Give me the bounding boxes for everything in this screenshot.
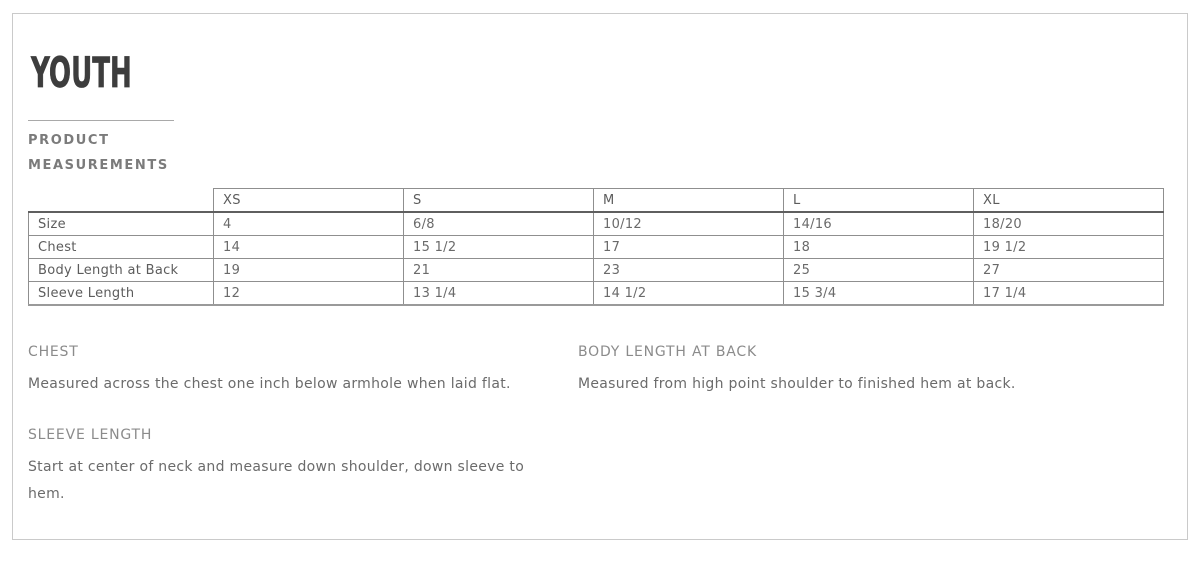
cell-sleeve-l: 15 3/4 xyxy=(784,282,974,306)
row-label-chest: Chest xyxy=(29,236,214,259)
column-header-l: L xyxy=(784,189,974,213)
cell-chest-xl: 19 1/2 xyxy=(974,236,1164,259)
cell-bodylength-l: 25 xyxy=(784,259,974,282)
cell-size-m: 10/12 xyxy=(594,212,784,236)
cell-chest-s: 15 1/2 xyxy=(404,236,594,259)
section-subtitle: PRODUCT MEASUREMENTS xyxy=(28,133,169,173)
definition-body-length xyxy=(578,344,1138,398)
row-label-size: Size xyxy=(29,212,214,236)
measurements-table-header xyxy=(29,189,1164,213)
definition-sleeve-length xyxy=(28,427,540,508)
table-row xyxy=(29,212,1164,236)
cell-chest-m: 17 xyxy=(594,236,784,259)
cell-sleeve-xl: 17 1/4 xyxy=(974,282,1164,306)
column-header-s: S xyxy=(404,189,594,213)
definition-body-length-description: Measured from high point shoulder to finished hem at back. xyxy=(578,376,1016,392)
cell-chest-l: 18 xyxy=(784,236,974,259)
row-label-body-length: Body Length at Back xyxy=(29,259,214,282)
cell-bodylength-s: 21 xyxy=(404,259,594,282)
definition-sleeve-length-term: SLEEVE LENGTH xyxy=(28,427,153,443)
table-row xyxy=(29,282,1164,306)
cell-chest-xs: 14 xyxy=(214,236,404,259)
table-row xyxy=(29,236,1164,259)
row-label-sleeve-length: Sleeve Length xyxy=(29,282,214,306)
page-title: YOUTH xyxy=(31,48,132,97)
cell-size-xs: 4 xyxy=(214,212,404,236)
table-header-row xyxy=(29,189,1164,213)
cell-bodylength-xs: 19 xyxy=(214,259,404,282)
cell-size-s: 6/8 xyxy=(404,212,594,236)
definition-sleeve-length-description: Start at center of neck and measure down shoulder, down sleeve to hem. xyxy=(28,459,525,502)
column-header-xs: XS xyxy=(214,189,404,213)
definition-chest-description: Measured across the chest one inch below armhole when laid flat. xyxy=(28,376,511,392)
column-header-m: M xyxy=(594,189,784,213)
cell-sleeve-m: 14 1/2 xyxy=(594,282,784,306)
column-header-xl: XL xyxy=(974,189,1164,213)
title-divider xyxy=(28,120,174,121)
cell-sleeve-xs: 12 xyxy=(214,282,404,306)
cell-sleeve-s: 13 1/4 xyxy=(404,282,594,306)
definition-chest xyxy=(28,344,540,398)
table-corner-cell xyxy=(29,189,214,213)
cell-bodylength-xl: 27 xyxy=(974,259,1164,282)
measurements-table xyxy=(28,188,1164,306)
cell-size-xl: 18/20 xyxy=(974,212,1164,236)
definition-chest-term: CHEST xyxy=(28,344,79,360)
definition-body-length-term: BODY LENGTH AT BACK xyxy=(578,344,757,360)
cell-bodylength-m: 23 xyxy=(594,259,784,282)
cell-size-l: 14/16 xyxy=(784,212,974,236)
table-row xyxy=(29,259,1164,282)
